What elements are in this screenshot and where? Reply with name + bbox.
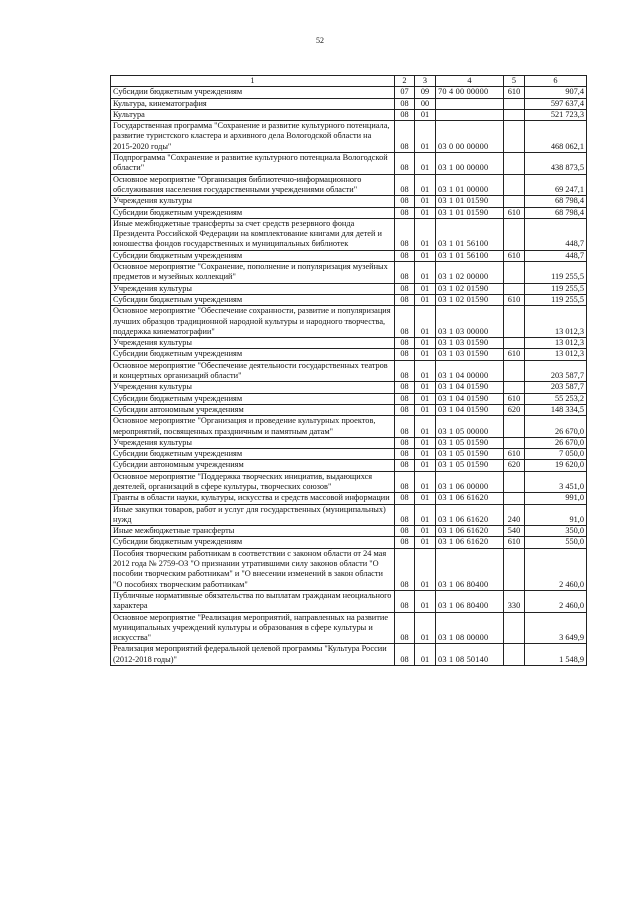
- expense-type-cell: [504, 644, 525, 666]
- expense-type-cell: 540: [504, 526, 525, 537]
- budget-table: [110, 75, 587, 666]
- expense-type-cell: [504, 262, 525, 284]
- subsection-code-cell: 01: [415, 504, 436, 526]
- table-row: [111, 283, 587, 294]
- subsection-code-cell: 01: [415, 526, 436, 537]
- amount-cell: 119 255,5: [525, 283, 587, 294]
- subsection-code-cell: 01: [415, 590, 436, 612]
- section-code-cell: 08: [395, 250, 415, 261]
- amount-cell: 119 255,5: [525, 294, 587, 305]
- name-cell: Субсидии бюджетным учреждениям: [111, 349, 395, 360]
- target-article-cell: 03 1 06 61620: [436, 526, 504, 537]
- amount-cell: 13 012,3: [525, 306, 587, 338]
- name-cell: Основное мероприятие "Реализация мероприятий, направленных на развитие муниципальных учреждений культуры и образования в сфере культуры и искусства": [111, 612, 395, 644]
- name-cell: Учреждения культуры: [111, 437, 395, 448]
- target-article-cell: 70 4 00 00000: [436, 87, 504, 98]
- name-cell: Учреждения культуры: [111, 382, 395, 393]
- expense-type-cell: [504, 153, 525, 175]
- target-article-cell: 03 1 06 61620: [436, 537, 504, 548]
- section-code-cell: 08: [395, 437, 415, 448]
- header-cell: 3: [415, 76, 436, 87]
- expense-type-cell: [504, 196, 525, 207]
- target-article-cell: 03 1 05 01590: [436, 437, 504, 448]
- section-code-cell: 08: [395, 404, 415, 415]
- amount-cell: 13 012,3: [525, 338, 587, 349]
- amount-cell: 148 334,5: [525, 404, 587, 415]
- table-row: [111, 644, 587, 666]
- table-row: [111, 590, 587, 612]
- table-row: [111, 404, 587, 415]
- amount-cell: 597 637,4: [525, 98, 587, 109]
- name-cell: Пособия творческим работникам в соответствии с законом области от 24 мая 2012 года № 2759-ОЗ "О признании утратившими силу законов области "О пособии творческим работникам" и "О внесении изменений в закон области "О пособиях творческим работникам": [111, 548, 395, 590]
- amount-cell: 203 587,7: [525, 382, 587, 393]
- expense-type-cell: [504, 471, 525, 493]
- table-row: [111, 153, 587, 175]
- table-row: [111, 98, 587, 109]
- subsection-code-cell: 01: [415, 294, 436, 305]
- subsection-code-cell: 01: [415, 174, 436, 196]
- target-article-cell: [436, 109, 504, 120]
- target-article-cell: 03 1 03 00000: [436, 306, 504, 338]
- subsection-code-cell: 01: [415, 493, 436, 504]
- amount-cell: 68 798,4: [525, 207, 587, 218]
- target-article-cell: 03 1 03 01590: [436, 338, 504, 349]
- target-article-cell: 03 1 00 00000: [436, 153, 504, 175]
- subsection-code-cell: 01: [415, 153, 436, 175]
- target-article-cell: 03 1 06 00000: [436, 471, 504, 493]
- amount-cell: 2 460,0: [525, 548, 587, 590]
- section-code-cell: 08: [395, 449, 415, 460]
- name-cell: Публичные нормативные обязательства по выплатам гражданам неоциального характера: [111, 590, 395, 612]
- expense-type-cell: [504, 121, 525, 153]
- section-code-cell: 08: [395, 360, 415, 382]
- expense-type-cell: [504, 174, 525, 196]
- name-cell: Подпрограмма "Сохранение и развитие культурного потенциала Вологодской области": [111, 153, 395, 175]
- target-article-cell: 03 1 06 61620: [436, 493, 504, 504]
- name-cell: Государственная программа "Сохранение и развитие культурного потенциала, развитие туристского кластера и архивного дела Вологодской области на 2015-2020 годы": [111, 121, 395, 153]
- subsection-code-cell: 01: [415, 449, 436, 460]
- subsection-code-cell: 09: [415, 87, 436, 98]
- amount-cell: 69 247,1: [525, 174, 587, 196]
- name-cell: Субсидии бюджетным учреждениям: [111, 250, 395, 261]
- section-code-cell: 08: [395, 349, 415, 360]
- amount-cell: 438 873,5: [525, 153, 587, 175]
- table-row: [111, 471, 587, 493]
- table-row: [111, 121, 587, 153]
- section-code-cell: 08: [395, 121, 415, 153]
- table-row: [111, 382, 587, 393]
- target-article-cell: 03 1 06 80400: [436, 590, 504, 612]
- amount-cell: 2 460,0: [525, 590, 587, 612]
- subsection-code-cell: 01: [415, 196, 436, 207]
- name-cell: Субсидии бюджетным учреждениям: [111, 537, 395, 548]
- section-code-cell: 08: [395, 393, 415, 404]
- section-code-cell: 08: [395, 590, 415, 612]
- expense-type-cell: [504, 612, 525, 644]
- section-code-cell: 08: [395, 153, 415, 175]
- table-row: [111, 262, 587, 284]
- expense-type-cell: 620: [504, 460, 525, 471]
- subsection-code-cell: 00: [415, 98, 436, 109]
- target-article-cell: 03 1 02 00000: [436, 262, 504, 284]
- target-article-cell: 03 1 04 01590: [436, 393, 504, 404]
- expense-type-cell: [504, 283, 525, 294]
- section-code-cell: 08: [395, 306, 415, 338]
- subsection-code-cell: 01: [415, 109, 436, 120]
- subsection-code-cell: 01: [415, 262, 436, 284]
- subsection-code-cell: 01: [415, 612, 436, 644]
- expense-type-cell: 610: [504, 87, 525, 98]
- amount-cell: 119 255,5: [525, 262, 587, 284]
- table-row: [111, 294, 587, 305]
- target-article-cell: 03 1 02 01590: [436, 283, 504, 294]
- name-cell: Основное мероприятие "Организация библиотечно-информационного обслуживания населения государственными учреждениями области": [111, 174, 395, 196]
- table-row: [111, 537, 587, 548]
- section-code-cell: 08: [395, 416, 415, 438]
- section-code-cell: 08: [395, 218, 415, 250]
- section-code-cell: 08: [395, 207, 415, 218]
- section-code-cell: 08: [395, 548, 415, 590]
- name-cell: Основное мероприятие "Сохранение, пополнение и популяризация музейных предметов и музейных коллекций": [111, 262, 395, 284]
- table-row: [111, 109, 587, 120]
- expense-type-cell: 610: [504, 250, 525, 261]
- amount-cell: 68 798,4: [525, 196, 587, 207]
- name-cell: Гранты в области науки, культуры, искусства и средств массовой информации: [111, 493, 395, 504]
- table-row: [111, 416, 587, 438]
- subsection-code-cell: 01: [415, 121, 436, 153]
- name-cell: Субсидии бюджетным учреждениям: [111, 87, 395, 98]
- expense-type-cell: 610: [504, 349, 525, 360]
- name-cell: Основное мероприятие "Поддержка творческих инициатив, выдающихся деятелей, организаций в сфере культуры, творческих союзов": [111, 471, 395, 493]
- name-cell: Субсидии бюджетным учреждениям: [111, 393, 395, 404]
- table-row: [111, 250, 587, 261]
- expense-type-cell: 610: [504, 537, 525, 548]
- subsection-code-cell: 01: [415, 360, 436, 382]
- target-article-cell: 03 1 01 56100: [436, 218, 504, 250]
- name-cell: Учреждения культуры: [111, 196, 395, 207]
- table-row: [111, 612, 587, 644]
- name-cell: Субсидии бюджетным учреждениям: [111, 207, 395, 218]
- target-article-cell: 03 1 01 01590: [436, 196, 504, 207]
- subsection-code-cell: 01: [415, 644, 436, 666]
- target-article-cell: 03 1 04 01590: [436, 382, 504, 393]
- subsection-code-cell: 01: [415, 416, 436, 438]
- amount-cell: 350,0: [525, 526, 587, 537]
- page-number: 52: [316, 36, 324, 45]
- header-cell: 1: [111, 76, 395, 87]
- subsection-code-cell: 01: [415, 404, 436, 415]
- section-code-cell: 08: [395, 460, 415, 471]
- section-code-cell: 08: [395, 612, 415, 644]
- amount-cell: 448,7: [525, 250, 587, 261]
- name-cell: Основное мероприятие "Организация и проведение культурных проектов, мероприятий, посвященных праздничным и памятным датам": [111, 416, 395, 438]
- expense-type-cell: 610: [504, 294, 525, 305]
- subsection-code-cell: 01: [415, 460, 436, 471]
- expense-type-cell: 240: [504, 504, 525, 526]
- section-code-cell: 08: [395, 98, 415, 109]
- table-row: [111, 460, 587, 471]
- target-article-cell: 03 1 06 80400: [436, 548, 504, 590]
- subsection-code-cell: 01: [415, 338, 436, 349]
- section-code-cell: 08: [395, 471, 415, 493]
- subsection-code-cell: 01: [415, 349, 436, 360]
- amount-cell: 448,7: [525, 218, 587, 250]
- section-code-cell: 08: [395, 262, 415, 284]
- table-row: [111, 437, 587, 448]
- amount-cell: 19 620,0: [525, 460, 587, 471]
- expense-type-cell: [504, 382, 525, 393]
- name-cell: Учреждения культуры: [111, 283, 395, 294]
- expense-type-cell: [504, 548, 525, 590]
- name-cell: Иные закупки товаров, работ и услуг для государственных (муниципальных) нужд: [111, 504, 395, 526]
- expense-type-cell: 610: [504, 393, 525, 404]
- name-cell: Субсидии автономным учреждениям: [111, 460, 395, 471]
- target-article-cell: 03 1 01 00000: [436, 174, 504, 196]
- section-code-cell: 08: [395, 283, 415, 294]
- header-cell: 4: [436, 76, 504, 87]
- subsection-code-cell: 01: [415, 218, 436, 250]
- expense-type-cell: 610: [504, 207, 525, 218]
- table-row: [111, 196, 587, 207]
- subsection-code-cell: 01: [415, 250, 436, 261]
- section-code-cell: 08: [395, 537, 415, 548]
- subsection-code-cell: 01: [415, 283, 436, 294]
- section-code-cell: 08: [395, 504, 415, 526]
- subsection-code-cell: 01: [415, 537, 436, 548]
- target-article-cell: 03 1 06 61620: [436, 504, 504, 526]
- table-row: [111, 504, 587, 526]
- amount-cell: 13 012,3: [525, 349, 587, 360]
- target-article-cell: 03 1 05 01590: [436, 460, 504, 471]
- section-code-cell: 08: [395, 493, 415, 504]
- name-cell: Иные межбюджетные трансферты: [111, 526, 395, 537]
- target-article-cell: [436, 98, 504, 109]
- amount-cell: 991,0: [525, 493, 587, 504]
- table-row: [111, 218, 587, 250]
- expense-type-cell: [504, 338, 525, 349]
- section-code-cell: 08: [395, 382, 415, 393]
- name-cell: Основное мероприятие "Обеспечение деятельности государственных театров и концертных организаций области": [111, 360, 395, 382]
- amount-cell: 907,4: [525, 87, 587, 98]
- expense-type-cell: [504, 360, 525, 382]
- expense-type-cell: [504, 493, 525, 504]
- name-cell: Реализация мероприятий федеральной целевой программы "Культура России (2012-2018 годы)": [111, 644, 395, 666]
- amount-cell: 468 062,1: [525, 121, 587, 153]
- subsection-code-cell: 01: [415, 382, 436, 393]
- section-code-cell: 08: [395, 294, 415, 305]
- subsection-code-cell: 01: [415, 207, 436, 218]
- table-row: [111, 493, 587, 504]
- amount-cell: 91,0: [525, 504, 587, 526]
- amount-cell: 521 723,3: [525, 109, 587, 120]
- name-cell: Культура, кинематография: [111, 98, 395, 109]
- table-row: [111, 393, 587, 404]
- target-article-cell: 03 1 01 56100: [436, 250, 504, 261]
- target-article-cell: 03 1 05 00000: [436, 416, 504, 438]
- header-row: [111, 76, 587, 87]
- section-code-cell: 08: [395, 644, 415, 666]
- expense-type-cell: 610: [504, 449, 525, 460]
- expense-type-cell: [504, 437, 525, 448]
- target-article-cell: 03 1 08 50140: [436, 644, 504, 666]
- name-cell: Иные межбюджетные трансферты за счет средств резервного фонда Президента Российской Федерации на комплектование книгами для детей и юношества фондов государственных и муниципальных библиотек: [111, 218, 395, 250]
- header-cell: 6: [525, 76, 587, 87]
- table-row: [111, 360, 587, 382]
- name-cell: Субсидии бюджетным учреждениям: [111, 294, 395, 305]
- table-row: [111, 449, 587, 460]
- target-article-cell: 03 1 01 01590: [436, 207, 504, 218]
- subsection-code-cell: 01: [415, 393, 436, 404]
- subsection-code-cell: 01: [415, 306, 436, 338]
- expense-type-cell: [504, 306, 525, 338]
- target-article-cell: 03 1 03 01590: [436, 349, 504, 360]
- subsection-code-cell: 01: [415, 548, 436, 590]
- name-cell: Субсидии автономным учреждениям: [111, 404, 395, 415]
- target-article-cell: 03 1 08 00000: [436, 612, 504, 644]
- table-row: [111, 338, 587, 349]
- section-code-cell: 08: [395, 526, 415, 537]
- expense-type-cell: [504, 218, 525, 250]
- name-cell: Учреждения культуры: [111, 338, 395, 349]
- amount-cell: 3 451,0: [525, 471, 587, 493]
- expense-type-cell: [504, 416, 525, 438]
- table-row: [111, 87, 587, 98]
- expense-type-cell: 330: [504, 590, 525, 612]
- header-cell: 5: [504, 76, 525, 87]
- expense-type-cell: 620: [504, 404, 525, 415]
- amount-cell: 7 050,0: [525, 449, 587, 460]
- target-article-cell: 03 1 02 01590: [436, 294, 504, 305]
- amount-cell: 550,0: [525, 537, 587, 548]
- amount-cell: 1 548,9: [525, 644, 587, 666]
- section-code-cell: 08: [395, 196, 415, 207]
- expense-type-cell: [504, 98, 525, 109]
- section-code-cell: 08: [395, 174, 415, 196]
- target-article-cell: 03 1 04 00000: [436, 360, 504, 382]
- subsection-code-cell: 01: [415, 471, 436, 493]
- amount-cell: 26 670,0: [525, 437, 587, 448]
- expense-type-cell: [504, 109, 525, 120]
- table-row: [111, 174, 587, 196]
- amount-cell: 3 649,9: [525, 612, 587, 644]
- section-code-cell: 07: [395, 87, 415, 98]
- name-cell: Субсидии бюджетным учреждениям: [111, 449, 395, 460]
- amount-cell: 26 670,0: [525, 416, 587, 438]
- section-code-cell: 08: [395, 109, 415, 120]
- target-article-cell: 03 0 00 00000: [436, 121, 504, 153]
- name-cell: Культура: [111, 109, 395, 120]
- target-article-cell: 03 1 05 01590: [436, 449, 504, 460]
- header-cell: 2: [395, 76, 415, 87]
- subsection-code-cell: 01: [415, 437, 436, 448]
- table-row: [111, 349, 587, 360]
- amount-cell: 203 587,7: [525, 360, 587, 382]
- target-article-cell: 03 1 04 01590: [436, 404, 504, 415]
- table-row: [111, 548, 587, 590]
- table-row: [111, 306, 587, 338]
- name-cell: Основное мероприятие "Обеспечение сохранности, развитие и популяризация лучших образцов традиционной народной культуры и народного творчества, поддержка кинематографии": [111, 306, 395, 338]
- table-row: [111, 207, 587, 218]
- amount-cell: 55 253,2: [525, 393, 587, 404]
- table-row: [111, 526, 587, 537]
- section-code-cell: 08: [395, 338, 415, 349]
